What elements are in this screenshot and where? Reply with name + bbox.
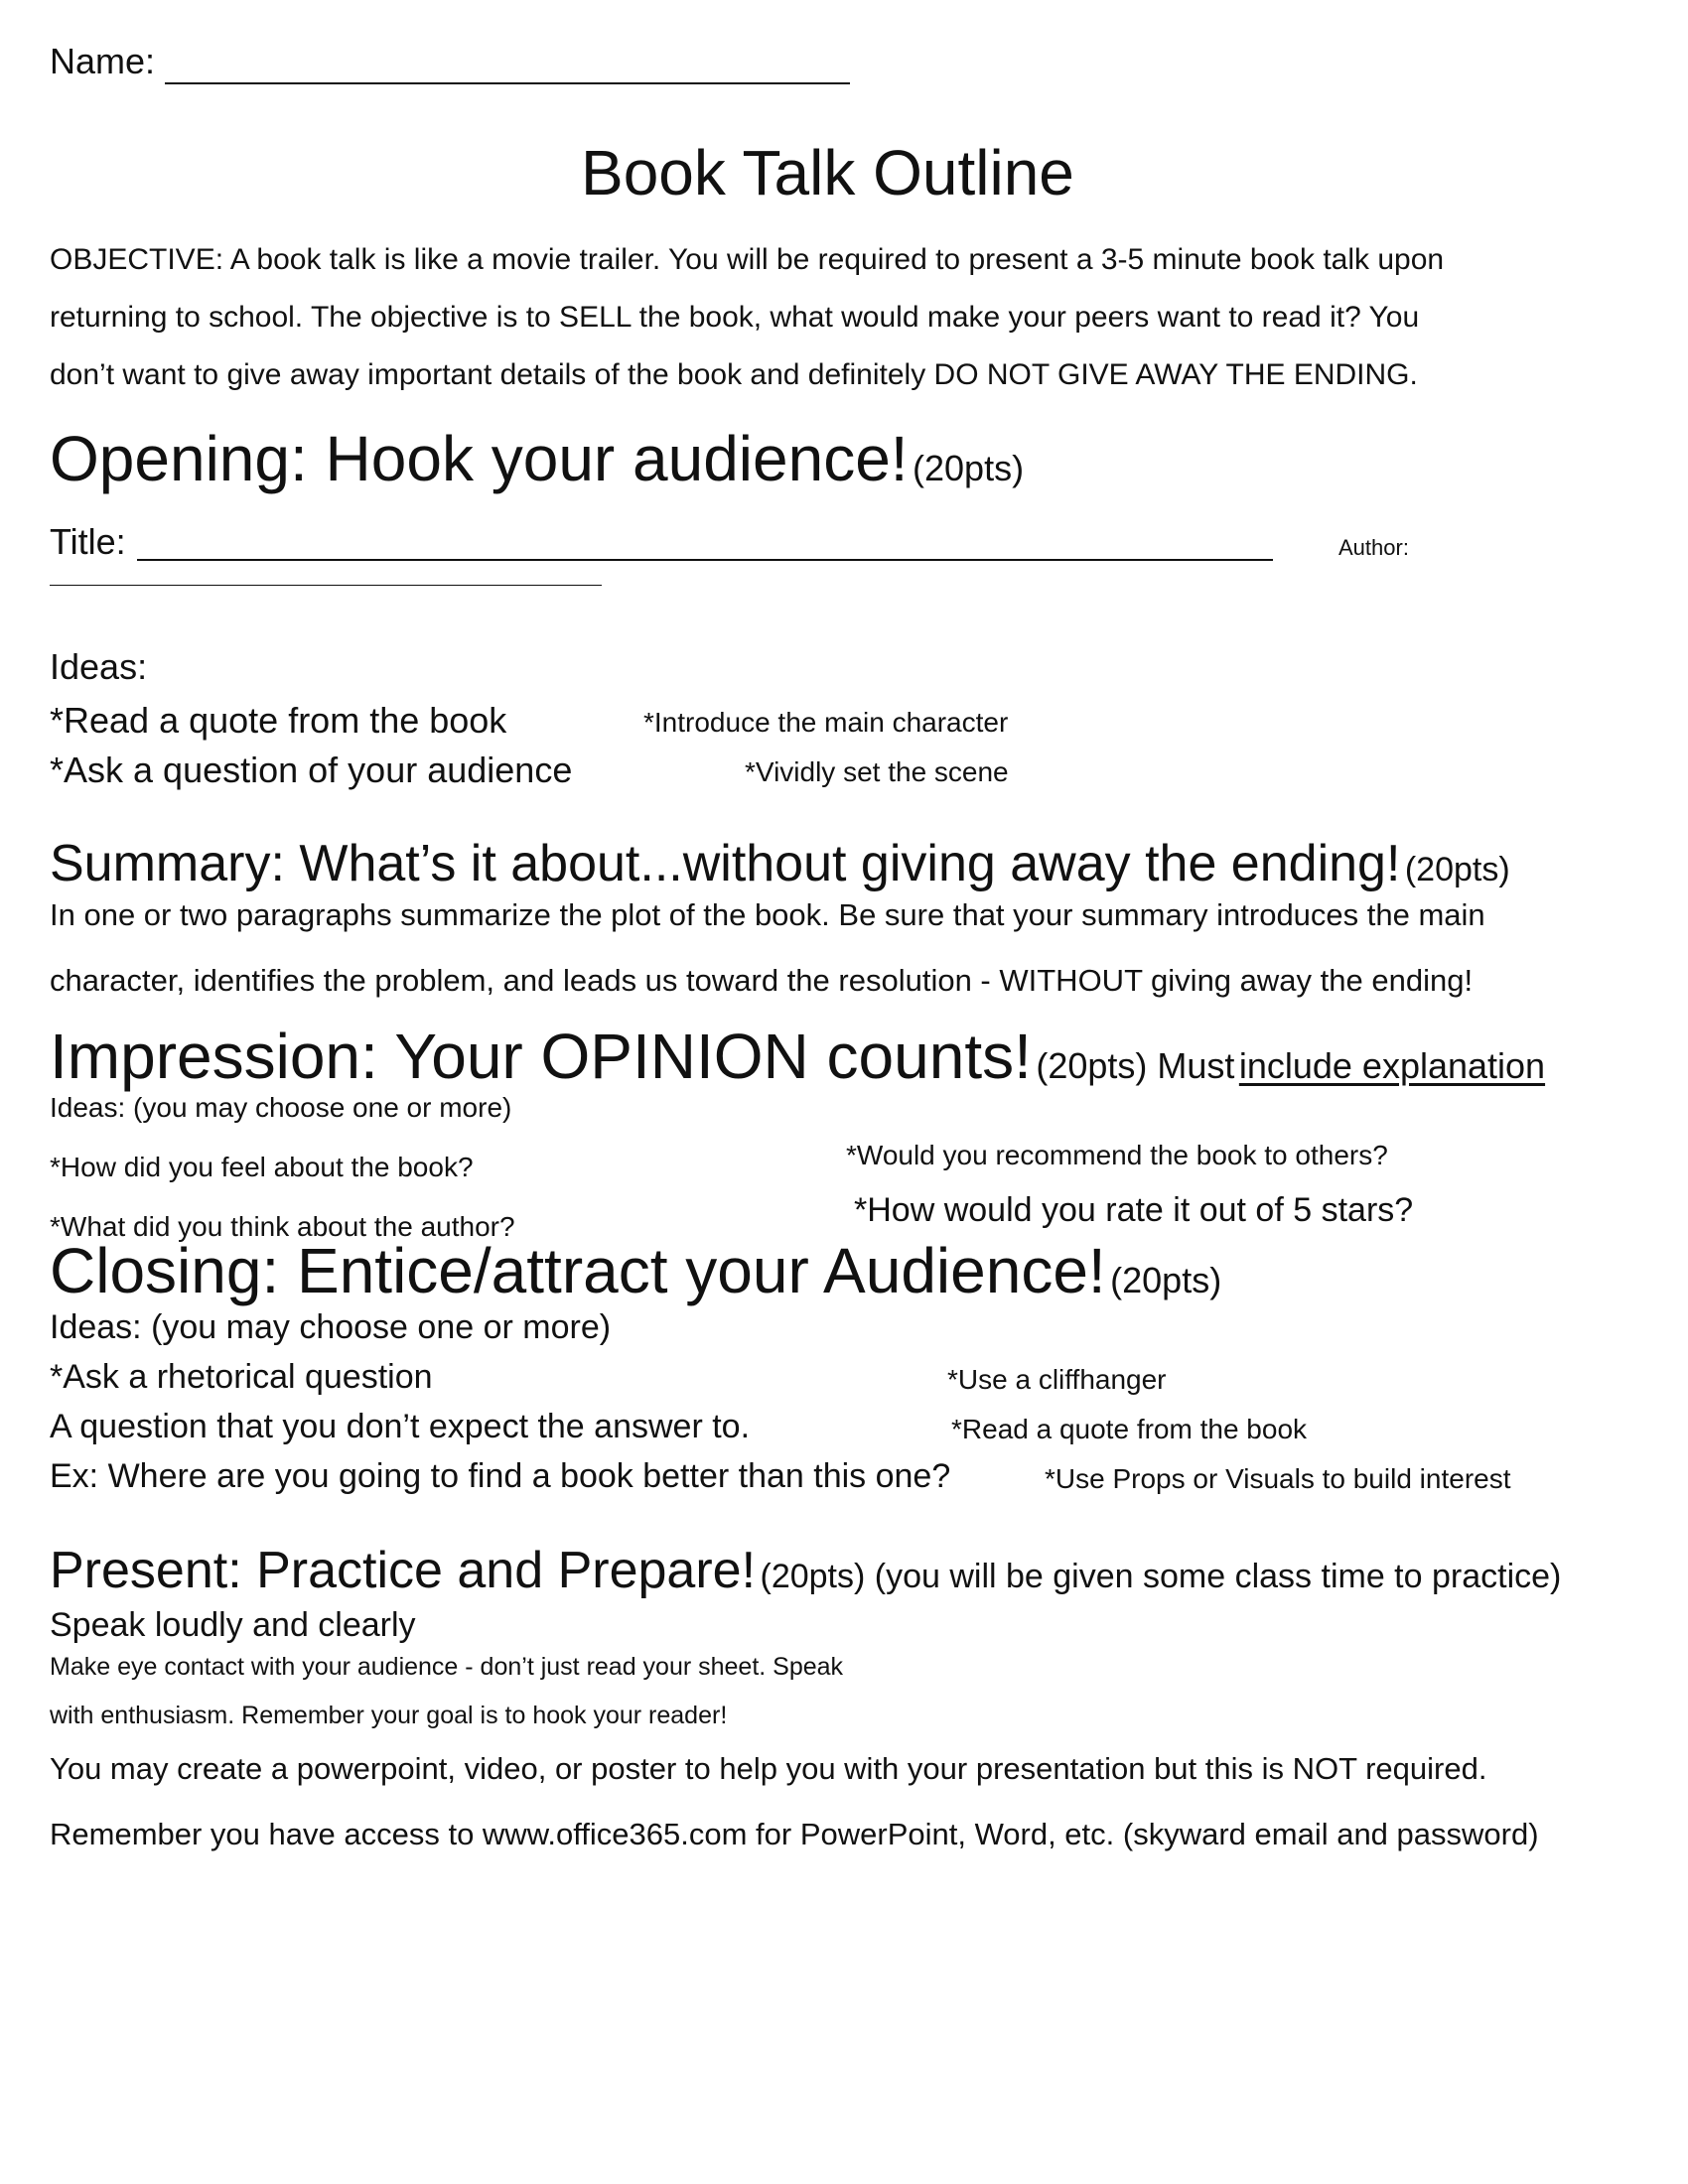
closing-idea-quote: *Read a quote from the book [951,1414,1308,1444]
objective-line-2: returning to school. The objective is to SELL the book, what would make your peers want to read it? You [50,301,1420,334]
impression-heading: Impression: Your OPINION counts! [50,1021,1032,1092]
present-line-office365: Remember you have access to www.office365.com for PowerPoint, Word, etc. (skyward email and password) [50,1817,1539,1851]
opening-points: (20pts) [913,448,1025,488]
objective-line-3: don’t want to give away important details of the book and definitely DO NOT GIVE AWAY THE ENDING. [50,358,1418,391]
present-line-powerpoint: You may create a powerpoint, video, or poster to help you with your presentation but this is NOT required. [50,1751,1487,1786]
summary-points: (20pts) [1404,851,1510,888]
impression-idea-rate: *How would you rate it out of 5 stars? [854,1191,1414,1229]
opening-heading: Opening: Hook your audience! [50,423,909,494]
name-label: Name: [50,41,156,81]
closing-idea-question: A question that you don’t expect the answer to. [50,1408,751,1445]
closing-idea-rhetorical: *Ask a rhetorical question [50,1358,433,1396]
page-title: Book Talk Outline [581,137,1074,208]
author-blank[interactable] [50,585,602,586]
summary-body-line-1: In one or two paragraphs summarize the plot of the book. Be sure that your summary introduces the main [50,897,1485,932]
impression-points: (20pts) Must [1036,1045,1235,1086]
title-label: Title: [50,521,126,562]
closing-idea-example: Ex: Where are you going to find a book better than this one? [50,1457,951,1495]
impression-ideas-label: Ideas: (you may choose one or more) [50,1092,512,1123]
opening-idea-character: *Introduce the main character [643,707,1009,738]
closing-ideas-label: Ideas: (you may choose one or more) [50,1308,612,1346]
opening-idea-question: *Ask a question of your audience [50,750,573,790]
closing-points: (20pts) [1110,1260,1222,1300]
opening-heading-row [50,423,1025,494]
closing-idea-props: *Use Props or Visuals to build interest [1045,1463,1511,1494]
closing-heading: Closing: Entice/attract your Audience! [50,1235,1106,1306]
author-label: Author: [1338,535,1409,560]
impression-idea-feel: *How did you feel about the book? [50,1152,474,1182]
present-points: (20pts) (you will be given some class time to practice) [760,1558,1562,1595]
name-blank[interactable] [165,82,850,84]
title-blank[interactable] [137,559,1273,561]
impression-heading-row [50,1021,1546,1092]
opening-idea-quote: *Read a quote from the book [50,700,507,741]
summary-body-line-2: character, identifies the problem, and leads us toward the resolution - WITHOUT giving away the ending! [50,963,1474,998]
opening-idea-scene: *Vividly set the scene [745,756,1009,787]
summary-heading-row [50,835,1510,892]
present-line-speak: Speak loudly and clearly [50,1606,416,1644]
impression-emphasis: include explanation [1238,1045,1546,1086]
present-heading: Present: Practice and Prepare! [50,1542,757,1599]
closing-idea-cliffhanger: *Use a cliffhanger [947,1364,1167,1395]
summary-heading: Summary: What’s it about...without giving away the ending! [50,835,1401,892]
present-line-eye-contact: Make eye contact with your audience - don’t just read your sheet. Speak [50,1653,844,1681]
present-heading-row [50,1542,1562,1599]
opening-ideas-label: Ideas: [50,646,148,687]
impression-idea-recommend: *Would you recommend the book to others? [846,1140,1388,1170]
impression-idea-author: *What did you think about the author? [50,1211,515,1242]
closing-heading-row [50,1235,1222,1306]
objective-line-1: OBJECTIVE: A book talk is like a movie trailer. You will be required to present a 3-5 minute book talk upon [50,243,1445,276]
present-line-enthusiasm: with enthusiasm. Remember your goal is to hook your reader! [50,1702,728,1729]
